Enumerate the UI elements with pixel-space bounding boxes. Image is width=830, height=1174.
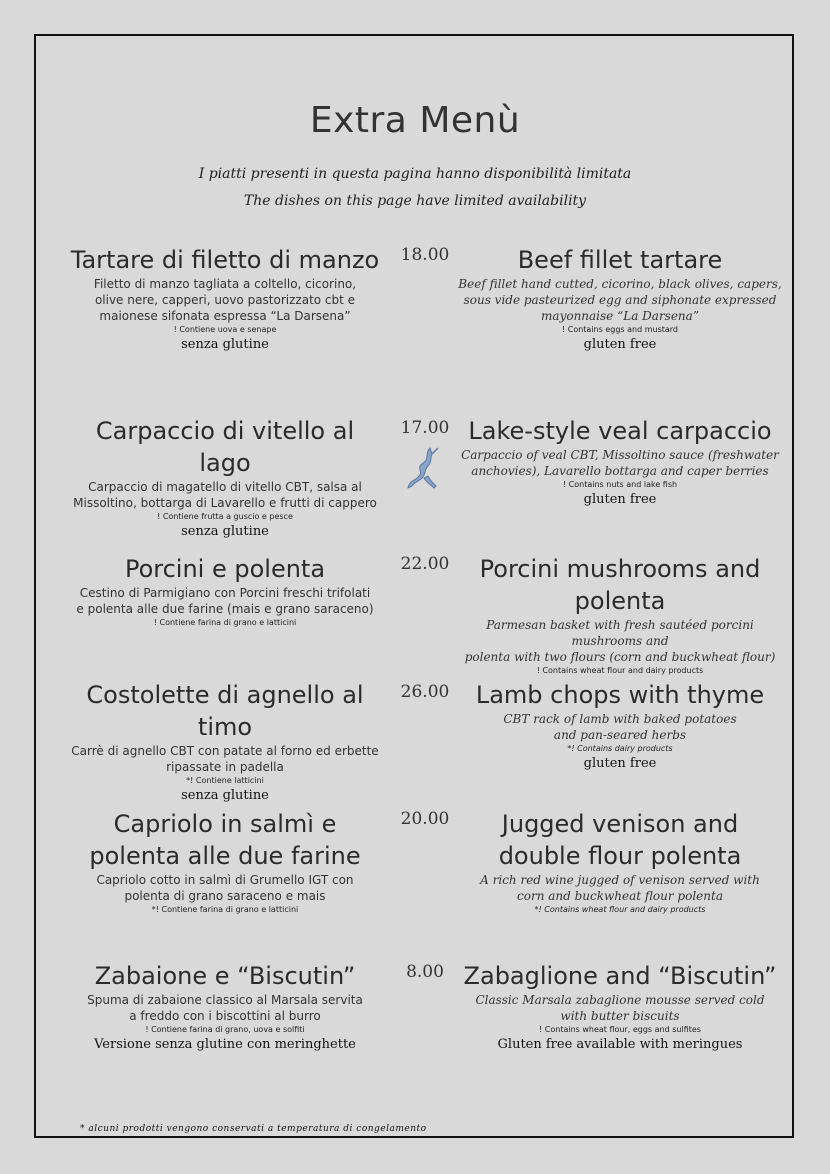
dish-description: corn and buckwheat flour polenta <box>517 889 723 903</box>
allergen-note: ! Contiene farina di grano, uova e solfiti <box>145 1025 305 1034</box>
dish-description: Carpaccio di magatello di vitello CBT, salsa al <box>88 480 362 494</box>
dish-description: Missoltino, bottarga di Lavarello e frutti di cappero <box>73 496 377 510</box>
dish-it-block <box>70 244 380 355</box>
dish-description: Spuma di zabaione classico al Marsala servita <box>87 993 363 1007</box>
dish-price: 22.00 <box>400 554 450 574</box>
dish-price: 20.00 <box>400 809 450 829</box>
dish-description: CBT rack of lamb with baked potatoes <box>503 712 737 726</box>
dish-description: with butter biscuits <box>560 1009 680 1023</box>
dish-description: Carpaccio of veal CBT, Missoltino sauce (freshwater <box>461 448 779 462</box>
allergen-note: *! Contains wheat flour and dairy products <box>534 905 706 914</box>
dish-name: Capriolo in salmì e <box>113 810 337 838</box>
allergen-note: ! Contains wheat flour and dairy products <box>536 666 704 675</box>
gluten-free-label: senza glutine <box>181 337 269 352</box>
dish-description: sous vide pasteurized egg and siphonate expressed <box>463 293 777 307</box>
allergen-note: *! Contiene farina di grano e latticini <box>151 905 299 914</box>
dish-description: Beef fillet hand cutted, cicorino, black olives, capers, <box>458 277 782 291</box>
dish-description: Carrè di agnello CBT con patate al forno ed erbette <box>71 744 379 758</box>
dish-name: double flour polenta <box>498 842 742 870</box>
gluten-free-label: Gluten free available with meringues <box>497 1037 743 1052</box>
dish-description: and pan-seared herbs <box>553 728 687 742</box>
dish-description: polenta di grano saraceno e mais <box>124 889 326 903</box>
dish-description: polenta with two flours (corn and buckwheat flour) <box>464 650 776 664</box>
dish-en-block <box>450 679 790 774</box>
dish-description: A rich red wine jugged of venison served with <box>480 873 760 887</box>
allergen-note: ! Contiene frutta a guscio e pesce <box>157 512 293 521</box>
dish-en-block <box>450 808 790 915</box>
dish-name: polenta alle due farine <box>89 842 361 870</box>
dish-description: olive nere, capperi, uovo pastorizzato cbt e <box>94 293 356 307</box>
dish-it-block <box>70 415 380 542</box>
dish-price: 18.00 <box>400 245 450 265</box>
allergen-note: ! Contiene uova e senape <box>173 325 277 334</box>
dish-name: Lake-style veal carpaccio <box>468 417 772 445</box>
dish-price: 26.00 <box>400 682 450 702</box>
dish-description: e polenta alle due farine (mais e grano saraceno) <box>76 602 374 616</box>
dish-name: Porcini e polenta <box>124 555 326 583</box>
dish-it-block <box>70 960 380 1055</box>
allergen-note: ! Contiene farina di grano e latticini <box>153 618 297 627</box>
dish-description: mayonnaise “La Darsena” <box>541 309 699 323</box>
dish-it-block <box>70 679 380 806</box>
gluten-free-label: senza glutine <box>181 524 269 539</box>
dish-name: Tartare di filetto di manzo <box>70 246 380 274</box>
footnote: * alcuni prodotti vengono conservati a temperatura di congelamento <box>80 1124 427 1134</box>
dish-description: Capriolo cotto in salmì di Grumello IGT con <box>96 873 354 887</box>
dish-description: Cestino di Parmigiano con Porcini freschi trifolati <box>79 586 371 600</box>
dish-name: Zabaglione and “Biscutin” <box>463 962 777 990</box>
dish-en-block <box>450 553 790 676</box>
subtitle-english: The dishes on this page have limited availability <box>243 193 587 209</box>
dish-en-block <box>450 415 790 510</box>
gluten-free-label: gluten free <box>583 337 657 352</box>
allergen-note: ! Contains nuts and lake fish <box>562 480 678 489</box>
dish-description: ripassate in padella <box>166 760 284 774</box>
gluten-free-label: Versione senza glutine con meringhette <box>94 1037 356 1052</box>
page-title: Extra Menù <box>309 100 521 141</box>
gluten-free-label: gluten free <box>583 492 657 507</box>
fish-icon <box>400 444 444 492</box>
dish-name: Porcini mushrooms and polenta <box>479 555 761 615</box>
dish-name: Costolette di agnello al timo <box>86 681 364 741</box>
dish-price: 8.00 <box>406 962 444 982</box>
dish-en-block <box>450 244 790 355</box>
dish-description: anchovies), Lavarello bottarga and caper berries <box>471 464 769 478</box>
gluten-free-label: senza glutine <box>181 788 269 803</box>
dish-description: maionese sifonata espressa “La Darsena” <box>99 309 351 323</box>
subtitle-italian: I piatti presenti in questa pagina hanno disponibilità limitata <box>198 166 632 182</box>
dish-name: Zabaione e “Biscutin” <box>94 962 356 990</box>
dish-name: Beef fillet tartare <box>517 246 723 274</box>
dish-it-block <box>70 553 380 628</box>
dish-description: Classic Marsala zabaglione mousse served cold <box>475 993 765 1007</box>
dish-description: Filetto di manzo tagliata a coltello, cicorino, <box>93 277 357 291</box>
dish-price: 17.00 <box>400 418 450 438</box>
allergen-note: ! Contains eggs and mustard <box>561 325 679 334</box>
allergen-note: *! Contains dairy products <box>567 744 673 753</box>
dish-name: Lamb chops with thyme <box>475 681 765 709</box>
dish-description: Parmesan basket with fresh sautéed porcini mushrooms and <box>486 618 754 648</box>
dish-description: a freddo con i biscottini al burro <box>129 1009 321 1023</box>
allergen-note: ! Contains wheat flour, eggs and sulfites <box>539 1025 701 1034</box>
allergen-note: *! Contiene latticini <box>186 776 264 785</box>
dish-it-block <box>70 808 380 915</box>
dish-en-block <box>450 960 790 1055</box>
gluten-free-label: gluten free <box>583 756 657 771</box>
dish-name: Jugged venison and <box>501 810 739 838</box>
dish-name: Carpaccio di vitello al lago <box>95 417 355 477</box>
